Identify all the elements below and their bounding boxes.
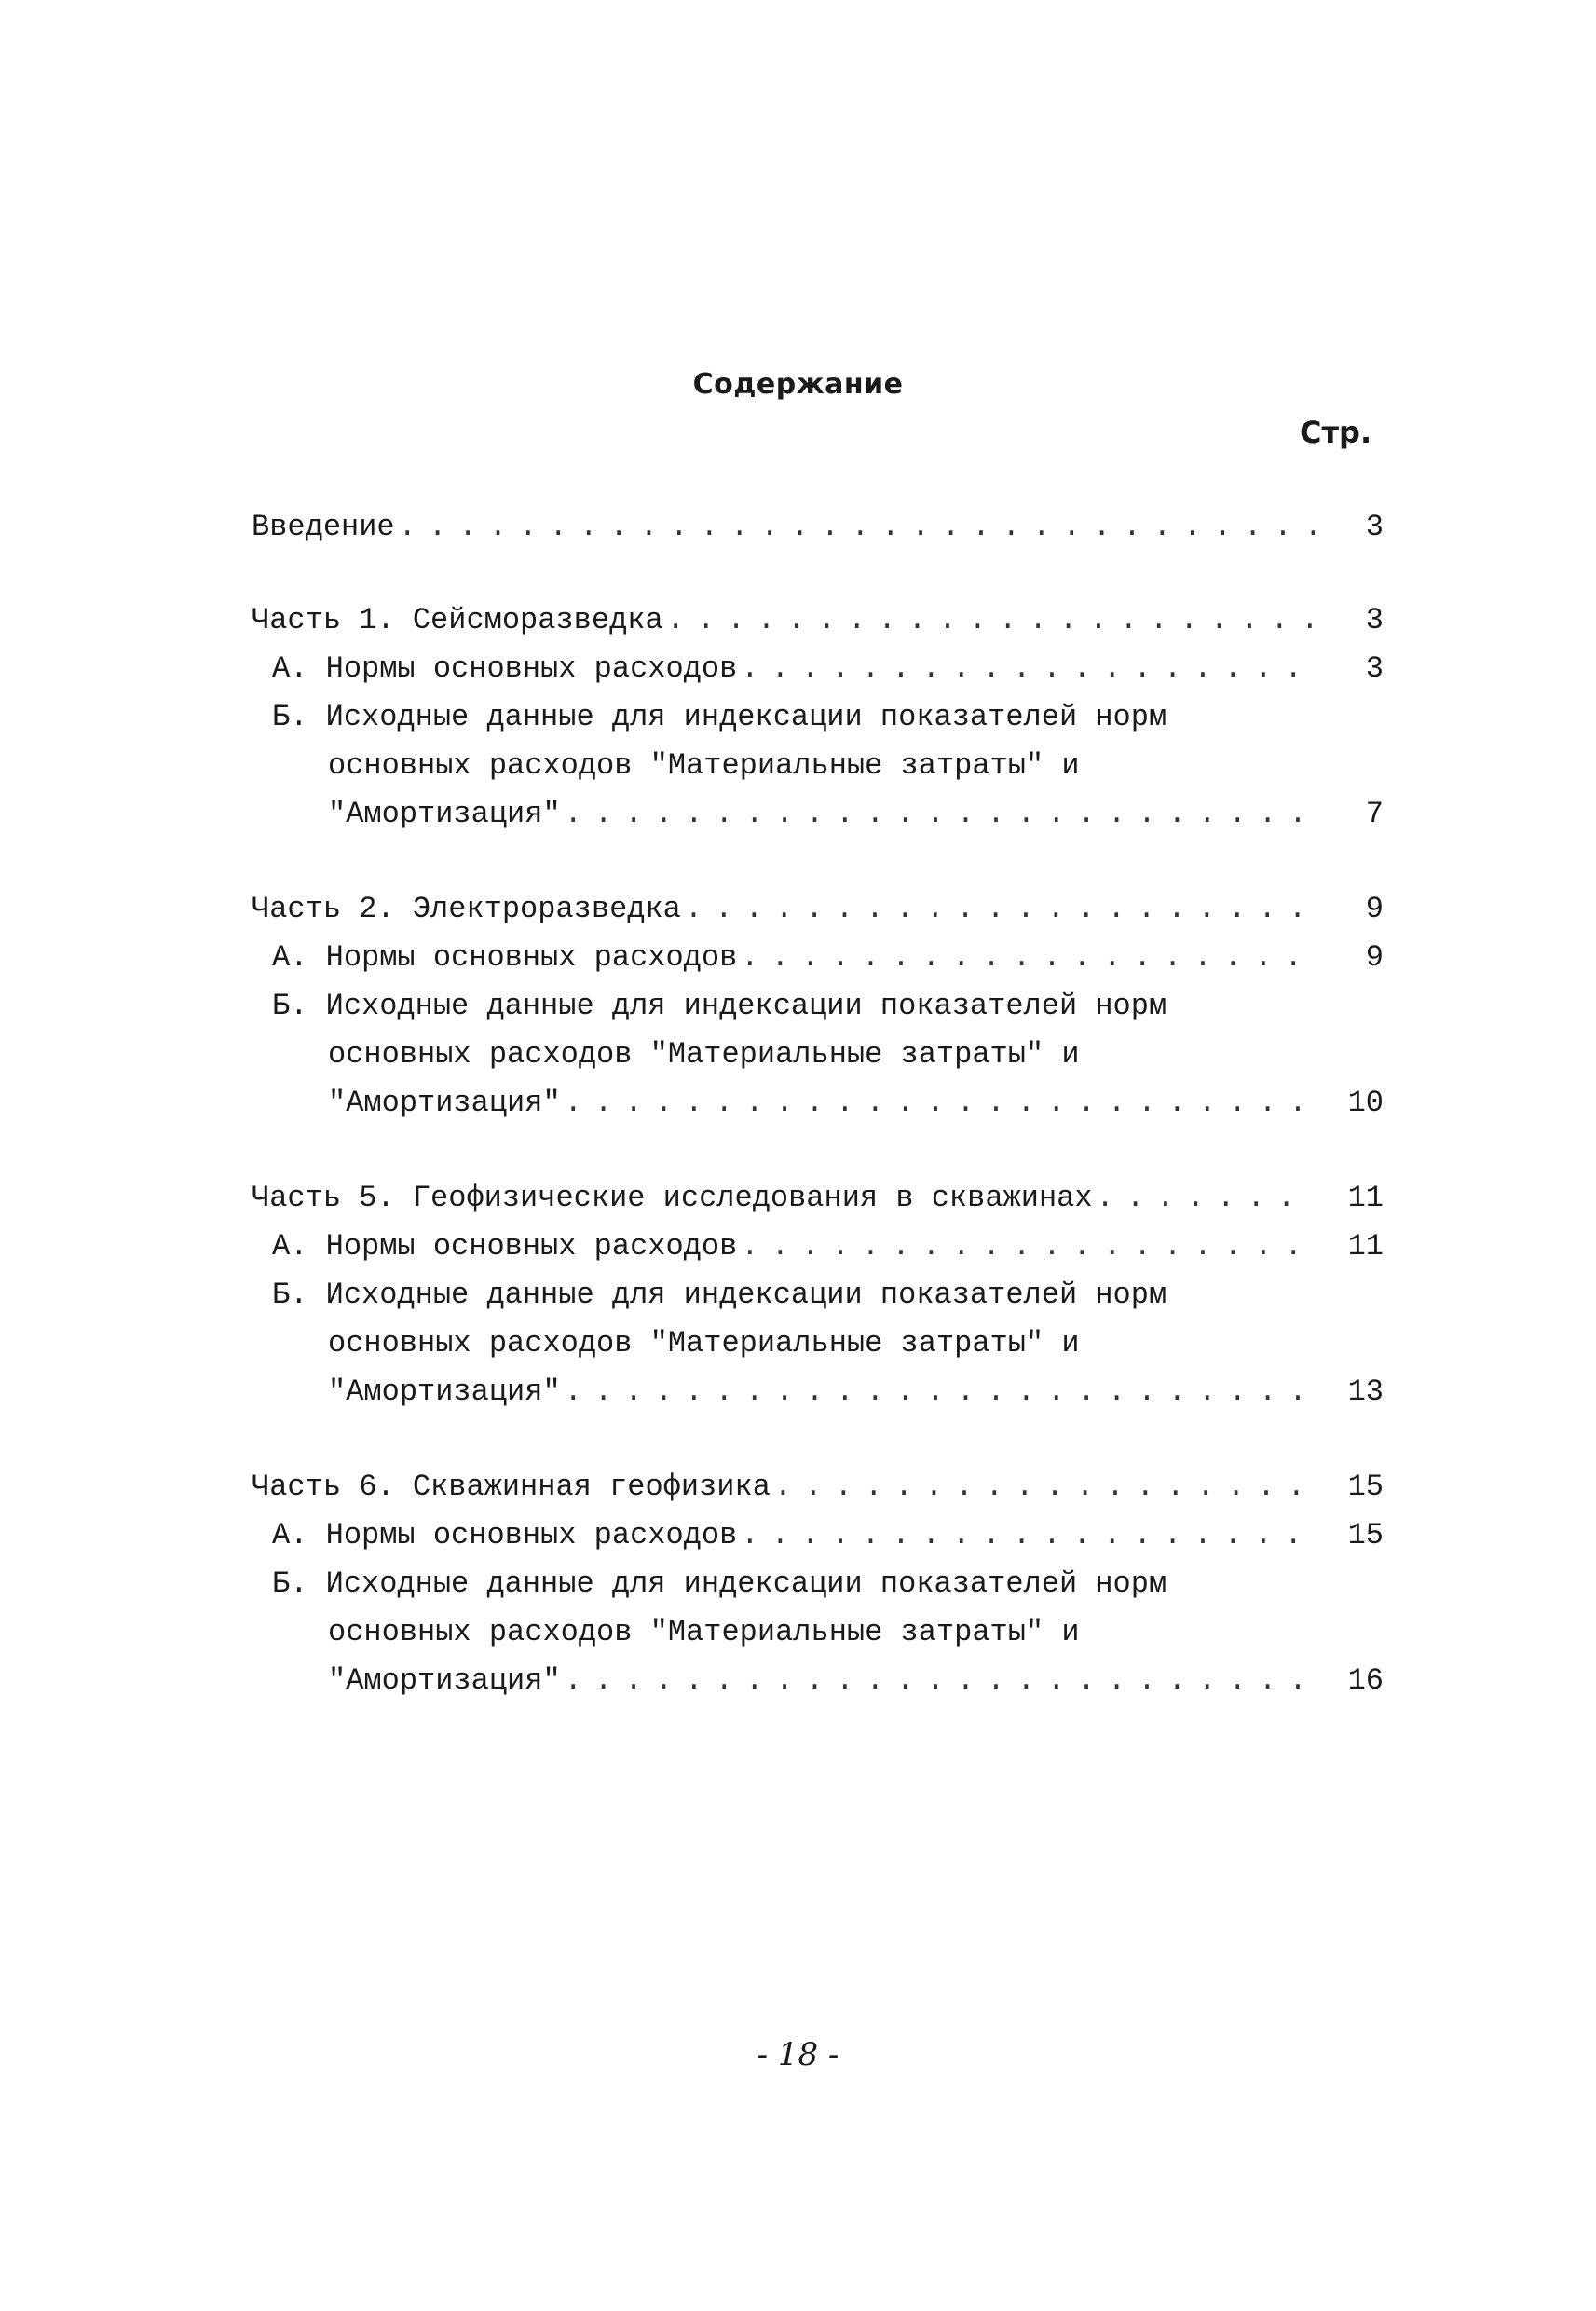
- dot-leader: [741, 645, 1315, 693]
- toc-page-number: 3: [1365, 651, 1384, 686]
- toc-page-number: 10: [1347, 1086, 1384, 1120]
- table-of-contents: [252, 503, 1384, 1705]
- toc-label: основных расходов "Материальные затраты" и: [328, 1615, 1080, 1649]
- toc-page-number: 11: [1347, 1229, 1384, 1264]
- dot-leader: [774, 1463, 1315, 1511]
- toc-label: основных расходов "Материальные затраты" и: [328, 1326, 1080, 1361]
- page-title: Содержание: [692, 368, 904, 401]
- toc-label: Б. Исходные данные для индексации показателей норм: [272, 1278, 1167, 1312]
- dot-leader: [741, 934, 1315, 982]
- toc-entry-part2-b[interactable]: [252, 982, 1384, 1031]
- toc-entry-part5-b-end[interactable]: [252, 1368, 1384, 1416]
- page-column-header: Стр.: [1300, 415, 1372, 450]
- toc-label: Часть 1. Сейсморазведка: [252, 603, 663, 637]
- toc-entry-part2-b-cont: [252, 1031, 1384, 1079]
- dot-leader: [565, 790, 1315, 839]
- toc-entry-part6[interactable]: [252, 1463, 1384, 1511]
- toc-label: Б. Исходные данные для индексации показателей норм: [272, 989, 1167, 1023]
- toc-page-number: 9: [1365, 892, 1384, 926]
- toc-entry-part6-a[interactable]: [252, 1511, 1384, 1560]
- dot-leader: [399, 503, 1315, 552]
- toc-entry-intro[interactable]: [252, 503, 1384, 552]
- toc-entry-part1[interactable]: [252, 596, 1384, 645]
- toc-entry-part1-a[interactable]: [252, 645, 1384, 693]
- toc-label: Введение: [252, 510, 395, 544]
- toc-label: Часть 6. Скважинная геофизика: [252, 1470, 771, 1504]
- toc-entry-part2[interactable]: [252, 885, 1384, 934]
- toc-entry-part1-b-end[interactable]: [252, 790, 1384, 839]
- toc-label: Б. Исходные данные для индексации показателей норм: [272, 700, 1167, 734]
- toc-page-number: 7: [1365, 797, 1384, 831]
- toc-entry-part6-b-cont: [252, 1608, 1384, 1657]
- dot-leader: [741, 1511, 1315, 1560]
- toc-entry-part5-b-cont: [252, 1320, 1384, 1368]
- toc-entry-part5-a[interactable]: [252, 1223, 1384, 1271]
- dot-leader: [741, 1223, 1315, 1271]
- toc-entry-part6-b[interactable]: [252, 1560, 1384, 1608]
- toc-page-number: 15: [1347, 1470, 1384, 1504]
- toc-page-number: 11: [1347, 1181, 1384, 1215]
- dot-leader: [1097, 1174, 1315, 1223]
- dot-leader: [565, 1368, 1315, 1416]
- toc-label: "Амортизация": [328, 797, 561, 831]
- dot-leader: [565, 1079, 1315, 1128]
- toc-page-number: 3: [1365, 603, 1384, 637]
- toc-entry-part5-b[interactable]: [252, 1271, 1384, 1320]
- toc-entry-part2-a[interactable]: [252, 934, 1384, 982]
- toc-page-number: 3: [1365, 510, 1384, 544]
- toc-label: Часть 2. Электроразведка: [252, 892, 681, 926]
- toc-label: А. Нормы основных расходов: [272, 940, 738, 975]
- toc-label: Часть 5. Геофизические исследования в скважинах: [252, 1181, 1093, 1215]
- toc-label: "Амортизация": [328, 1374, 561, 1409]
- dot-leader: [667, 596, 1315, 645]
- toc-label: "Амортизация": [328, 1086, 561, 1120]
- toc-label: Б. Исходные данные для индексации показателей норм: [272, 1566, 1167, 1601]
- toc-entry-part2-b-end[interactable]: [252, 1079, 1384, 1128]
- toc-label: "Амортизация": [328, 1663, 561, 1698]
- toc-label: основных расходов "Материальные затраты" и: [328, 748, 1080, 783]
- dot-leader: [565, 1657, 1315, 1705]
- toc-label: А. Нормы основных расходов: [272, 1518, 738, 1552]
- toc-entry-part6-b-end[interactable]: [252, 1657, 1384, 1705]
- toc-page-number: 15: [1347, 1518, 1384, 1552]
- toc-page-number: 9: [1365, 940, 1384, 975]
- toc-label: А. Нормы основных расходов: [272, 1229, 738, 1264]
- toc-label: основных расходов "Материальные затраты" и: [328, 1037, 1080, 1072]
- page-folio: - 18 -: [757, 2036, 839, 2073]
- toc-entry-part1-b[interactable]: [252, 693, 1384, 742]
- toc-entry-part5[interactable]: [252, 1174, 1384, 1223]
- dot-leader: [685, 885, 1315, 934]
- toc-label: А. Нормы основных расходов: [272, 651, 738, 686]
- toc-entry-part1-b-cont: [252, 742, 1384, 790]
- toc-page-number: 13: [1347, 1374, 1384, 1409]
- toc-page-number: 16: [1347, 1663, 1384, 1698]
